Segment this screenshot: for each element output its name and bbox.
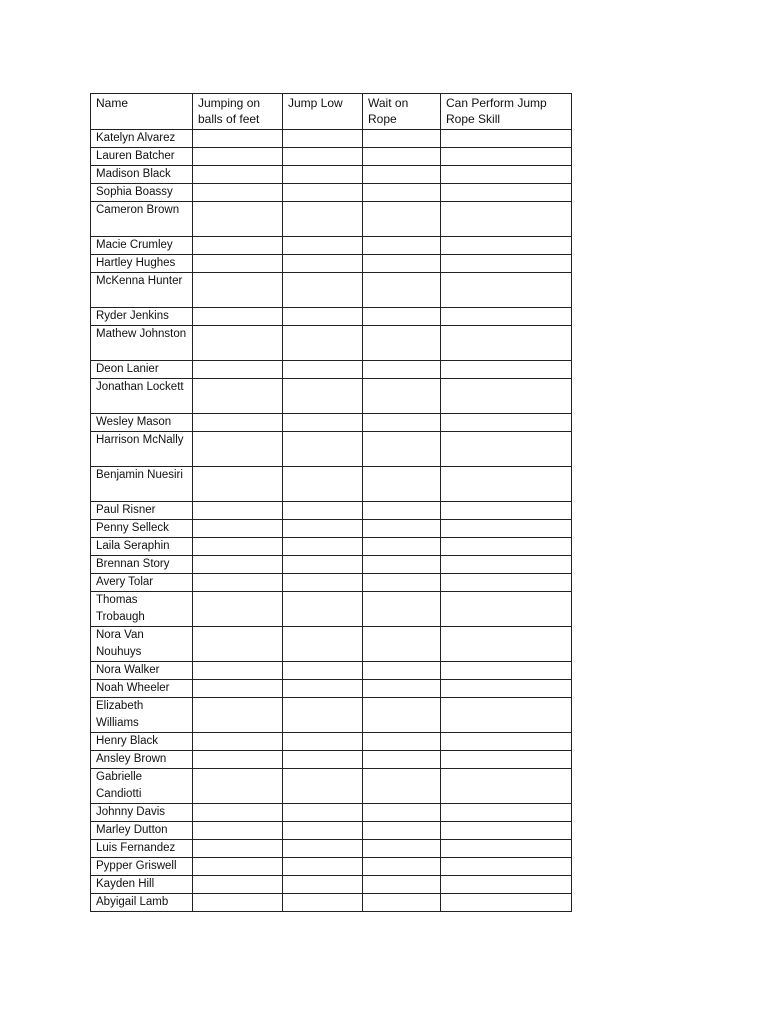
jump-rope-skill-cell [441,502,572,520]
student-name: Abyigail Lamb [91,894,193,912]
wait-on-rope-cell [363,840,441,858]
jumping-on-balls-of-feet-cell [193,574,283,592]
table-row [91,538,572,556]
jumping-on-balls-of-feet-cell [193,804,283,822]
jump-low-cell [283,858,363,876]
jump-rope-skill-cell [441,538,572,556]
header-row [91,94,572,130]
wait-on-rope-cell [363,627,441,662]
jump-rope-skill-cell [441,273,572,308]
student-name: Deon Lanier [91,361,193,379]
wait-on-rope-cell [363,361,441,379]
table-row [91,840,572,858]
jumping-on-balls-of-feet-cell [193,432,283,467]
student-name: Nora Van Nouhuys [91,627,193,662]
table-row [91,414,572,432]
jump-rope-skill-cell [441,308,572,326]
student-name: Mathew Johnston [91,326,193,361]
wait-on-rope-cell [363,184,441,202]
wait-on-rope-cell [363,858,441,876]
student-name: Jonathan Lockett [91,379,193,414]
wait-on-rope-cell [363,502,441,520]
wait-on-rope-cell [363,751,441,769]
jump-low-cell [283,273,363,308]
jump-low-cell [283,308,363,326]
student-name: Benjamin Nuesiri [91,467,193,502]
wait-on-rope-cell [363,538,441,556]
jump-low-cell [283,130,363,148]
table-row [91,698,572,733]
jumping-on-balls-of-feet-cell [193,414,283,432]
student-name: Luis Fernandez [91,840,193,858]
jump-low-cell [283,769,363,804]
table-row [91,361,572,379]
table-row [91,804,572,822]
jump-rope-skill-cell [441,627,572,662]
jump-low-cell [283,894,363,912]
table-row [91,202,572,237]
jumping-on-balls-of-feet-cell [193,502,283,520]
jump-low-cell [283,202,363,237]
header-jumping-on-balls-of-feet: Jumping on balls of feet [193,94,283,130]
jump-rope-skill-cell [441,698,572,733]
jumping-on-balls-of-feet-cell [193,840,283,858]
table-row [91,769,572,804]
table-row [91,574,572,592]
wait-on-rope-cell [363,592,441,627]
table-row [91,751,572,769]
jump-rope-skill-cell [441,680,572,698]
jump-rope-skill-cell [441,379,572,414]
student-name: Madison Black [91,166,193,184]
table-row [91,467,572,502]
jumping-on-balls-of-feet-cell [193,769,283,804]
jump-low-cell [283,592,363,627]
jumping-on-balls-of-feet-cell [193,680,283,698]
jump-low-cell [283,361,363,379]
student-name: Thomas Trobaugh [91,592,193,627]
student-name: Wesley Mason [91,414,193,432]
student-name: Henry Black [91,733,193,751]
table-row [91,733,572,751]
wait-on-rope-cell [363,148,441,166]
jump-low-cell [283,148,363,166]
jump-rope-skill-cell [441,769,572,804]
header-can-perform-jump-rope-skill: Can Perform Jump Rope Skill [441,94,572,130]
student-name: Gabrielle Candiotti [91,769,193,804]
jump-low-cell [283,627,363,662]
wait-on-rope-cell [363,326,441,361]
student-name: Nora Walker [91,662,193,680]
jump-rope-skill-cell [441,467,572,502]
table-row [91,273,572,308]
wait-on-rope-cell [363,876,441,894]
table-row [91,556,572,574]
table-row [91,876,572,894]
jump-rope-skill-cell [441,202,572,237]
wait-on-rope-cell [363,520,441,538]
wait-on-rope-cell [363,255,441,273]
header-jump-low: Jump Low [283,94,363,130]
student-name: Johnny Davis [91,804,193,822]
jump-rope-skill-cell [441,592,572,627]
jump-rope-skill-cell [441,361,572,379]
table-row [91,148,572,166]
student-name: Katelyn Alvarez [91,130,193,148]
student-name: Kayden Hill [91,876,193,894]
jump-rope-skill-cell [441,822,572,840]
jump-rope-skill-cell [441,255,572,273]
jumping-on-balls-of-feet-cell [193,308,283,326]
student-name: Penny Selleck [91,520,193,538]
jump-rope-skill-cell [441,130,572,148]
jump-low-cell [283,662,363,680]
table-row [91,858,572,876]
wait-on-rope-cell [363,202,441,237]
jumping-on-balls-of-feet-cell [193,894,283,912]
wait-on-rope-cell [363,698,441,733]
wait-on-rope-cell [363,273,441,308]
jump-rope-skill-cell [441,858,572,876]
jumping-on-balls-of-feet-cell [193,237,283,255]
jumping-on-balls-of-feet-cell [193,202,283,237]
jump-low-cell [283,733,363,751]
jump-rope-skill-cell [441,876,572,894]
student-name: Brennan Story [91,556,193,574]
wait-on-rope-cell [363,822,441,840]
table-row [91,822,572,840]
jump-low-cell [283,751,363,769]
wait-on-rope-cell [363,432,441,467]
jumping-on-balls-of-feet-cell [193,361,283,379]
table-row [91,680,572,698]
jumping-on-balls-of-feet-cell [193,662,283,680]
wait-on-rope-cell [363,130,441,148]
table-row [91,308,572,326]
jumping-on-balls-of-feet-cell [193,751,283,769]
table-row [91,432,572,467]
skills-checklist-table [90,93,572,912]
jumping-on-balls-of-feet-cell [193,520,283,538]
table-row [91,166,572,184]
wait-on-rope-cell [363,414,441,432]
header-wait-on-rope: Wait on Rope [363,94,441,130]
jumping-on-balls-of-feet-cell [193,733,283,751]
table-row [91,592,572,627]
jump-rope-skill-cell [441,556,572,574]
table-row [91,627,572,662]
jump-low-cell [283,574,363,592]
jump-low-cell [283,804,363,822]
table-row [91,237,572,255]
jumping-on-balls-of-feet-cell [193,858,283,876]
table-row [91,502,572,520]
jump-low-cell [283,467,363,502]
jump-low-cell [283,184,363,202]
student-name: Laila Seraphin [91,538,193,556]
student-name: Marley Dutton [91,822,193,840]
jumping-on-balls-of-feet-cell [193,148,283,166]
jump-rope-skill-cell [441,662,572,680]
jump-low-cell [283,166,363,184]
wait-on-rope-cell [363,237,441,255]
table-row [91,662,572,680]
header-name: Name [91,94,193,130]
jump-low-cell [283,237,363,255]
jump-low-cell [283,840,363,858]
wait-on-rope-cell [363,804,441,822]
wait-on-rope-cell [363,308,441,326]
wait-on-rope-cell [363,769,441,804]
student-name: Lauren Batcher [91,148,193,166]
jump-rope-skill-cell [441,894,572,912]
jumping-on-balls-of-feet-cell [193,130,283,148]
student-name: Ryder Jenkins [91,308,193,326]
jump-low-cell [283,414,363,432]
jump-rope-skill-cell [441,432,572,467]
jumping-on-balls-of-feet-cell [193,876,283,894]
jump-rope-skill-cell [441,520,572,538]
jump-rope-skill-cell [441,184,572,202]
jumping-on-balls-of-feet-cell [193,379,283,414]
student-name: McKenna Hunter [91,273,193,308]
table-row [91,326,572,361]
jump-low-cell [283,502,363,520]
jump-low-cell [283,680,363,698]
student-name: Noah Wheeler [91,680,193,698]
jump-low-cell [283,255,363,273]
student-name: Hartley Hughes [91,255,193,273]
jump-low-cell [283,432,363,467]
jump-rope-skill-cell [441,804,572,822]
jump-rope-skill-cell [441,414,572,432]
jump-rope-skill-cell [441,326,572,361]
wait-on-rope-cell [363,662,441,680]
jump-rope-skill-cell [441,574,572,592]
wait-on-rope-cell [363,574,441,592]
jump-low-cell [283,876,363,894]
jump-low-cell [283,326,363,361]
student-name: Avery Tolar [91,574,193,592]
jump-rope-skill-cell [441,237,572,255]
jump-rope-skill-cell [441,840,572,858]
jumping-on-balls-of-feet-cell [193,184,283,202]
jumping-on-balls-of-feet-cell [193,538,283,556]
wait-on-rope-cell [363,379,441,414]
jumping-on-balls-of-feet-cell [193,255,283,273]
jump-low-cell [283,379,363,414]
jumping-on-balls-of-feet-cell [193,556,283,574]
student-name: Sophia Boassy [91,184,193,202]
table-row [91,184,572,202]
table-row [91,255,572,273]
jump-low-cell [283,538,363,556]
jumping-on-balls-of-feet-cell [193,627,283,662]
jumping-on-balls-of-feet-cell [193,166,283,184]
jump-rope-skill-cell [441,166,572,184]
wait-on-rope-cell [363,733,441,751]
student-name: Harrison McNally [91,432,193,467]
jumping-on-balls-of-feet-cell [193,467,283,502]
student-name: Paul Risner [91,502,193,520]
student-name: Ansley Brown [91,751,193,769]
jumping-on-balls-of-feet-cell [193,592,283,627]
wait-on-rope-cell [363,680,441,698]
table-row [91,130,572,148]
jump-rope-skill-cell [441,148,572,166]
jump-low-cell [283,520,363,538]
jumping-on-balls-of-feet-cell [193,273,283,308]
student-name: Pypper Griswell [91,858,193,876]
jumping-on-balls-of-feet-cell [193,822,283,840]
table-row [91,520,572,538]
student-name: Macie Crumley [91,237,193,255]
jump-low-cell [283,698,363,733]
table-row [91,894,572,912]
jump-rope-skill-cell [441,751,572,769]
student-name: Cameron Brown [91,202,193,237]
wait-on-rope-cell [363,894,441,912]
wait-on-rope-cell [363,467,441,502]
table-row [91,379,572,414]
student-name: Elizabeth Williams [91,698,193,733]
jumping-on-balls-of-feet-cell [193,326,283,361]
wait-on-rope-cell [363,166,441,184]
jump-rope-skill-cell [441,733,572,751]
jumping-on-balls-of-feet-cell [193,698,283,733]
jump-low-cell [283,822,363,840]
wait-on-rope-cell [363,556,441,574]
jump-low-cell [283,556,363,574]
